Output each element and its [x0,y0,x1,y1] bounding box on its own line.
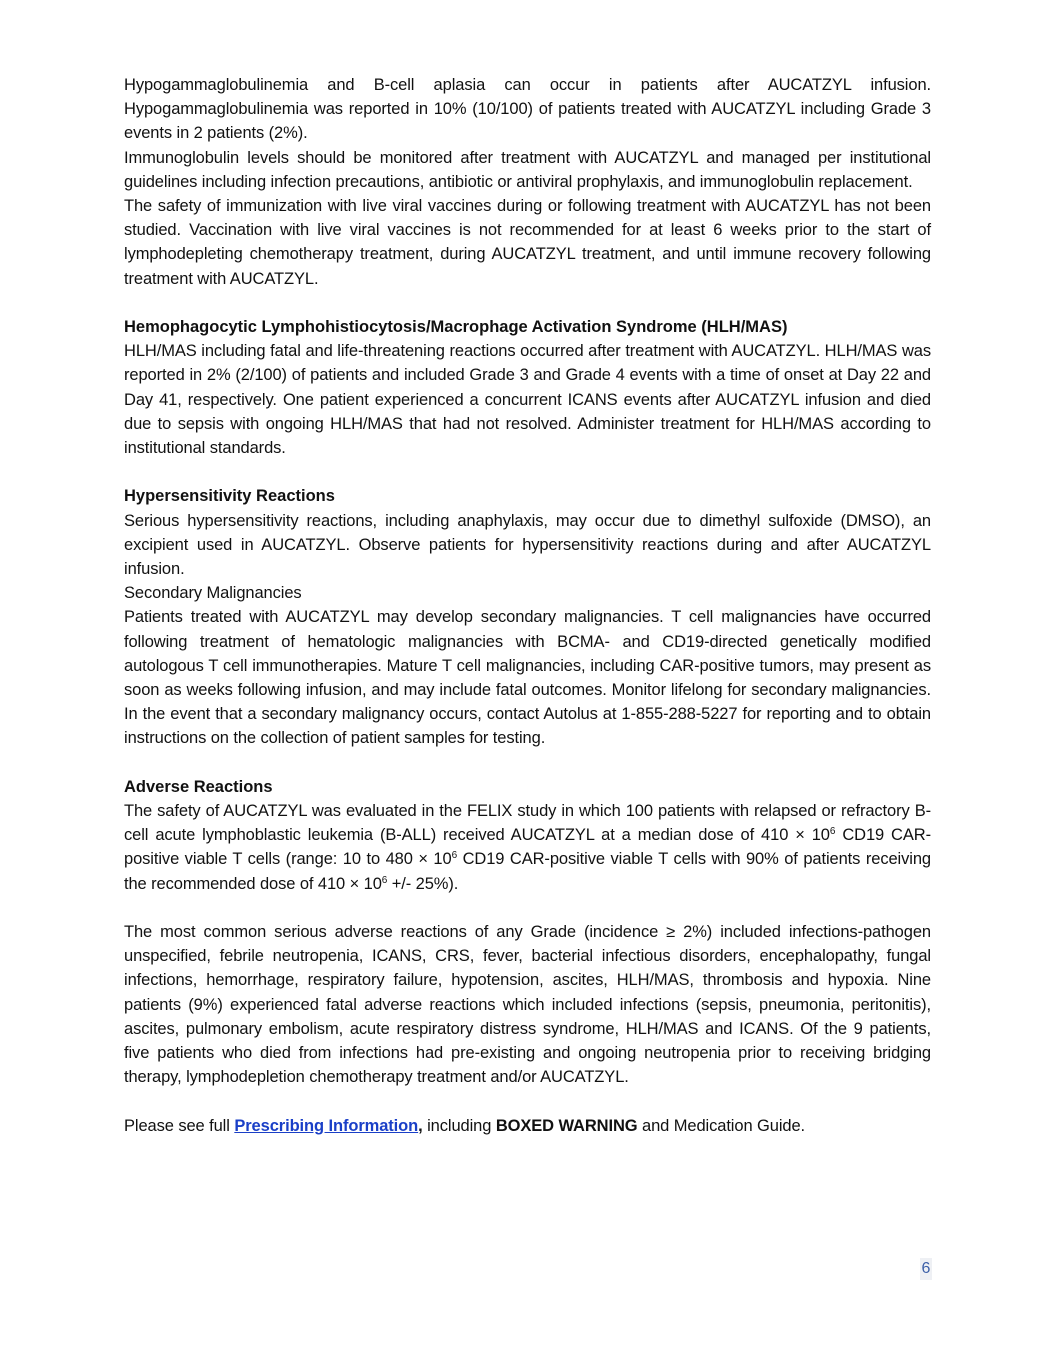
boxed-warning-text: BOXED WARNING [495,1116,638,1135]
paragraph-immunization: The safety of immunization with live viral vaccines during or following treatment with AUCATZYL has not been studied. Vaccination with live viral vaccines is not recommended for at least 6 weeks prior to the start of lymphodepleting chemotherapy treatment, during AUCATZYL treatment, and until immune recovery following treatment with AUCATZYL. [124,197,931,288]
text: Please see full [124,1116,235,1135]
superscript: 6 [451,850,458,862]
text: CD19 CAR-positive viable T cells with 90% of patients receiving the recommended dose of 410 × 10 [124,850,931,893]
paragraph-adverse-common: The most common serious adverse reactions of any Grade (incidence ≥ 2%) included infections-pathogen unspecified, febrile neutropenia, ICANS, CRS, fever, bacterial infectious disorders, encephalopathy, fungal infections, hemorrhage, respiratory failure, hypotension, ascites, HLH/MAS, thrombosis and hypoxia. Nine patients (9%) experienced fatal adverse reactions which included infections (sepsis, pneumonia, peritonitis), ascites, pulmonary embolism, acute respiratory distress syndrome, HLH/MAS and ICANS. Of the 9 patients, five patients who died from infections had pre-existing and ongoing neutropenia prior to receiving bridging therapy, lymphodepletion chemotherapy treatment and/or AUCATZYL. [124,923,931,1087]
superscript: 6 [381,874,388,886]
text: , [418,1116,423,1135]
paragraph-hypersensitivity: Serious hypersensitivity reactions, including anaphylaxis, may occur due to dimethyl sulfoxide (DMSO), an excipient used in AUCATZYL. Observe patients for hypersensitivity reactions during and after AUCATZYL infusion. [124,511,931,579]
paragraph-hlh-mas: HLH/MAS including fatal and life-threatening reactions occurred after treatment with AUCATZYL. HLH/MAS was reported in 2% (2/100) of patients and included Grade 3 and Grade 4 events with a time of onset at Day 22 and Day 41, respectively. One patient experienced a concurrent ICANS events after AUCATZYL infusion and died due to sepsis with ongoing HLH/MAS that had not resolved. Administer treatment for HLH/MAS according to institutional standards. [124,342,931,458]
paragraph-secondary-malignancies: Patients treated with AUCATZYL may develop secondary malignancies. T cell malignancies have occurred following treatment of hematologic malignancies with BCMA- and CD19-directed genetically modified autologous T cell immunotherapies. Mature T cell malignancies, including CAR-positive tumors, may present as soon as weeks following infusion, and may include fatal outcomes. Monitor lifelong for secondary malignancies. In the event that a secondary malignancy occurs, contact Autolus at 1-855-288-5227 for reporting and to obtain instructions on the collection of patient samples for testing. [124,608,931,748]
document-body [124,73,931,1138]
text: including [422,1116,496,1135]
superscript: 6 [829,826,836,838]
footer-line [124,1114,931,1138]
prescribing-information-link[interactable]: Prescribing Information [234,1116,419,1135]
heading-secondary-malignancies: Secondary Malignancies [124,584,302,603]
paragraph-adverse-safety [124,799,931,896]
text: The safety of AUCATZYL was evaluated in the FELIX study in which 100 patients with relapsed or refractory B-cell acute lymphoblastic leukemia (B-ALL) received AUCATZYL at a median dose of 410 × 10 [124,802,931,845]
heading-hlh-mas: Hemophagocytic Lymphohistiocytosis/Macrophage Activation Syndrome (HLH/MAS) [124,318,788,337]
heading-hypersensitivity: Hypersensitivity Reactions [124,487,335,506]
paragraph-hypogammaglobulinemia: Hypogammaglobulinemia and B-cell aplasia can occur in patients after AUCATZYL infusion. Hypogammaglobulinemia was reported in 10% (10/100) of patients treated with AUCATZYL including Grade 3 events in 2 patients (2%). [124,76,931,143]
page-number: 6 [920,1258,932,1280]
text: CD19 CAR-positive viable T cells (range: 10 to 480 × 10 [124,826,931,869]
heading-adverse-reactions: Adverse Reactions [124,777,273,796]
text: and Medication Guide. [637,1116,806,1135]
text: +/- 25%). [387,874,459,893]
paragraph-immunoglobulin: Immunoglobulin levels should be monitored after treatment with AUCATZYL and managed per institutional guidelines including infection precautions, antibiotic or antiviral prophylaxis, and immunoglobulin replacement. [124,148,931,191]
